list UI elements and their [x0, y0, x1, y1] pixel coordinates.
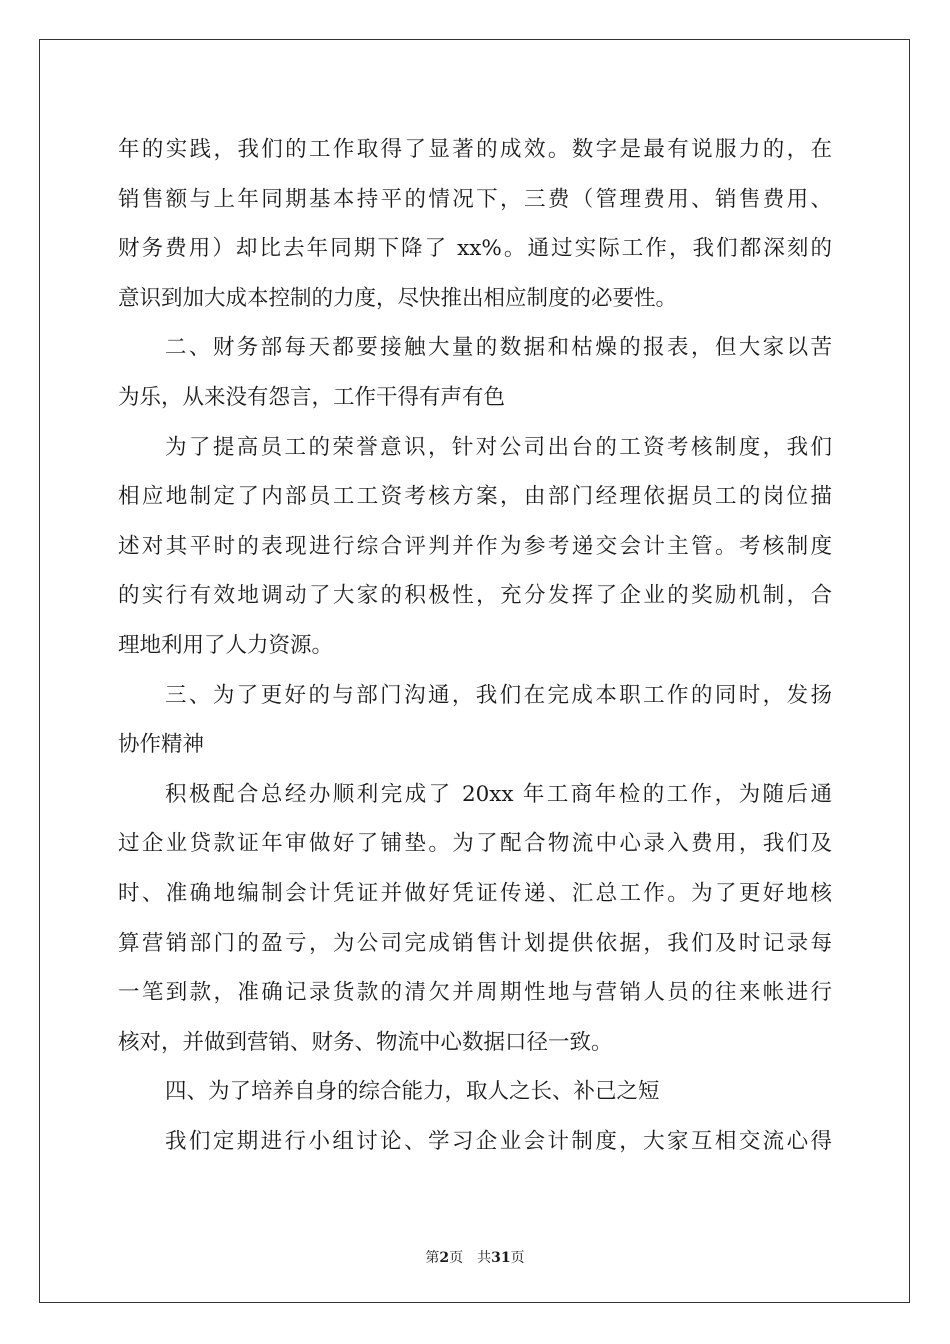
document-body [118, 125, 832, 1166]
text-line: 一笔到款，准确记录货款的清欠并周期性地与营销人员的往来帐进行 [118, 980, 832, 1006]
text-line: 的实行有效地调动了大家的积极性，充分发挥了企业的奖励机制，合 [118, 583, 832, 609]
text-line: 积极配合总经办顺利完成了 20xx 年工商年检的工作，为随后通 [165, 781, 832, 807]
text-line: 为了提高员工的荣誉意识，针对公司出台的工资考核制度，我们 [165, 434, 832, 460]
text-line: 四、为了培养自身的综合能力，取人之长、补己之短 [165, 1079, 660, 1105]
page-prefix: 第 [425, 1250, 440, 1266]
text-line: 协作精神 [118, 732, 205, 758]
text-line: 销售额与上年同期基本持平的情况下，三费（管理费用、销售费用、 [118, 186, 832, 212]
text-line: 理地利用了人力资源。 [118, 632, 334, 658]
total-suffix: 页 [510, 1250, 525, 1266]
page-footer [0, 1250, 950, 1266]
text-line: 相应地制定了内部员工工资考核方案，由部门经理依据员工的岗位描 [118, 484, 832, 510]
total-prefix: 共 [477, 1250, 492, 1266]
total-page-count: 31 [491, 1250, 511, 1266]
text-line: 二、财务部每天都要接触大量的数据和枯燥的报表，但大家以苦 [165, 335, 832, 361]
current-page-number: 2 [439, 1250, 450, 1266]
text-line: 意识到加大成本控制的力度，尽快推出相应制度的必要性。 [118, 285, 678, 311]
text-line: 过企业贷款证年审做好了铺垫。为了配合物流中心录入费用，我们及 [118, 831, 832, 857]
text-line: 年的实践，我们的工作取得了显著的成效。数字是最有说服力的，在 [118, 137, 832, 162]
text-line: 为乐，从来没有怨言，工作干得有声有色 [118, 384, 506, 410]
text-line: 三、为了更好的与部门沟通，我们在完成本职工作的同时，发扬 [165, 682, 832, 708]
page-suffix: 页 [449, 1250, 464, 1266]
text-line: 核对，并做到营销、财务、物流中心数据口径一致。 [118, 1029, 613, 1055]
text-line: 时、准确地编制会计凭证并做好凭证传递、汇总工作。为了更好地核 [118, 880, 832, 906]
text-line: 述对其平时的表现进行综合评判并作为参考递交会计主管。考核制度 [118, 533, 832, 559]
text-line: 我们定期进行小组讨论、学习企业会计制度，大家互相交流心得 [165, 1128, 832, 1154]
text-line: 财务费用）却比去年同期下降了 xx%。通过实际工作，我们都深刻的 [118, 236, 832, 262]
text-line: 算营销部门的盈亏，为公司完成销售计划提供依据，我们及时记录每 [118, 930, 832, 956]
